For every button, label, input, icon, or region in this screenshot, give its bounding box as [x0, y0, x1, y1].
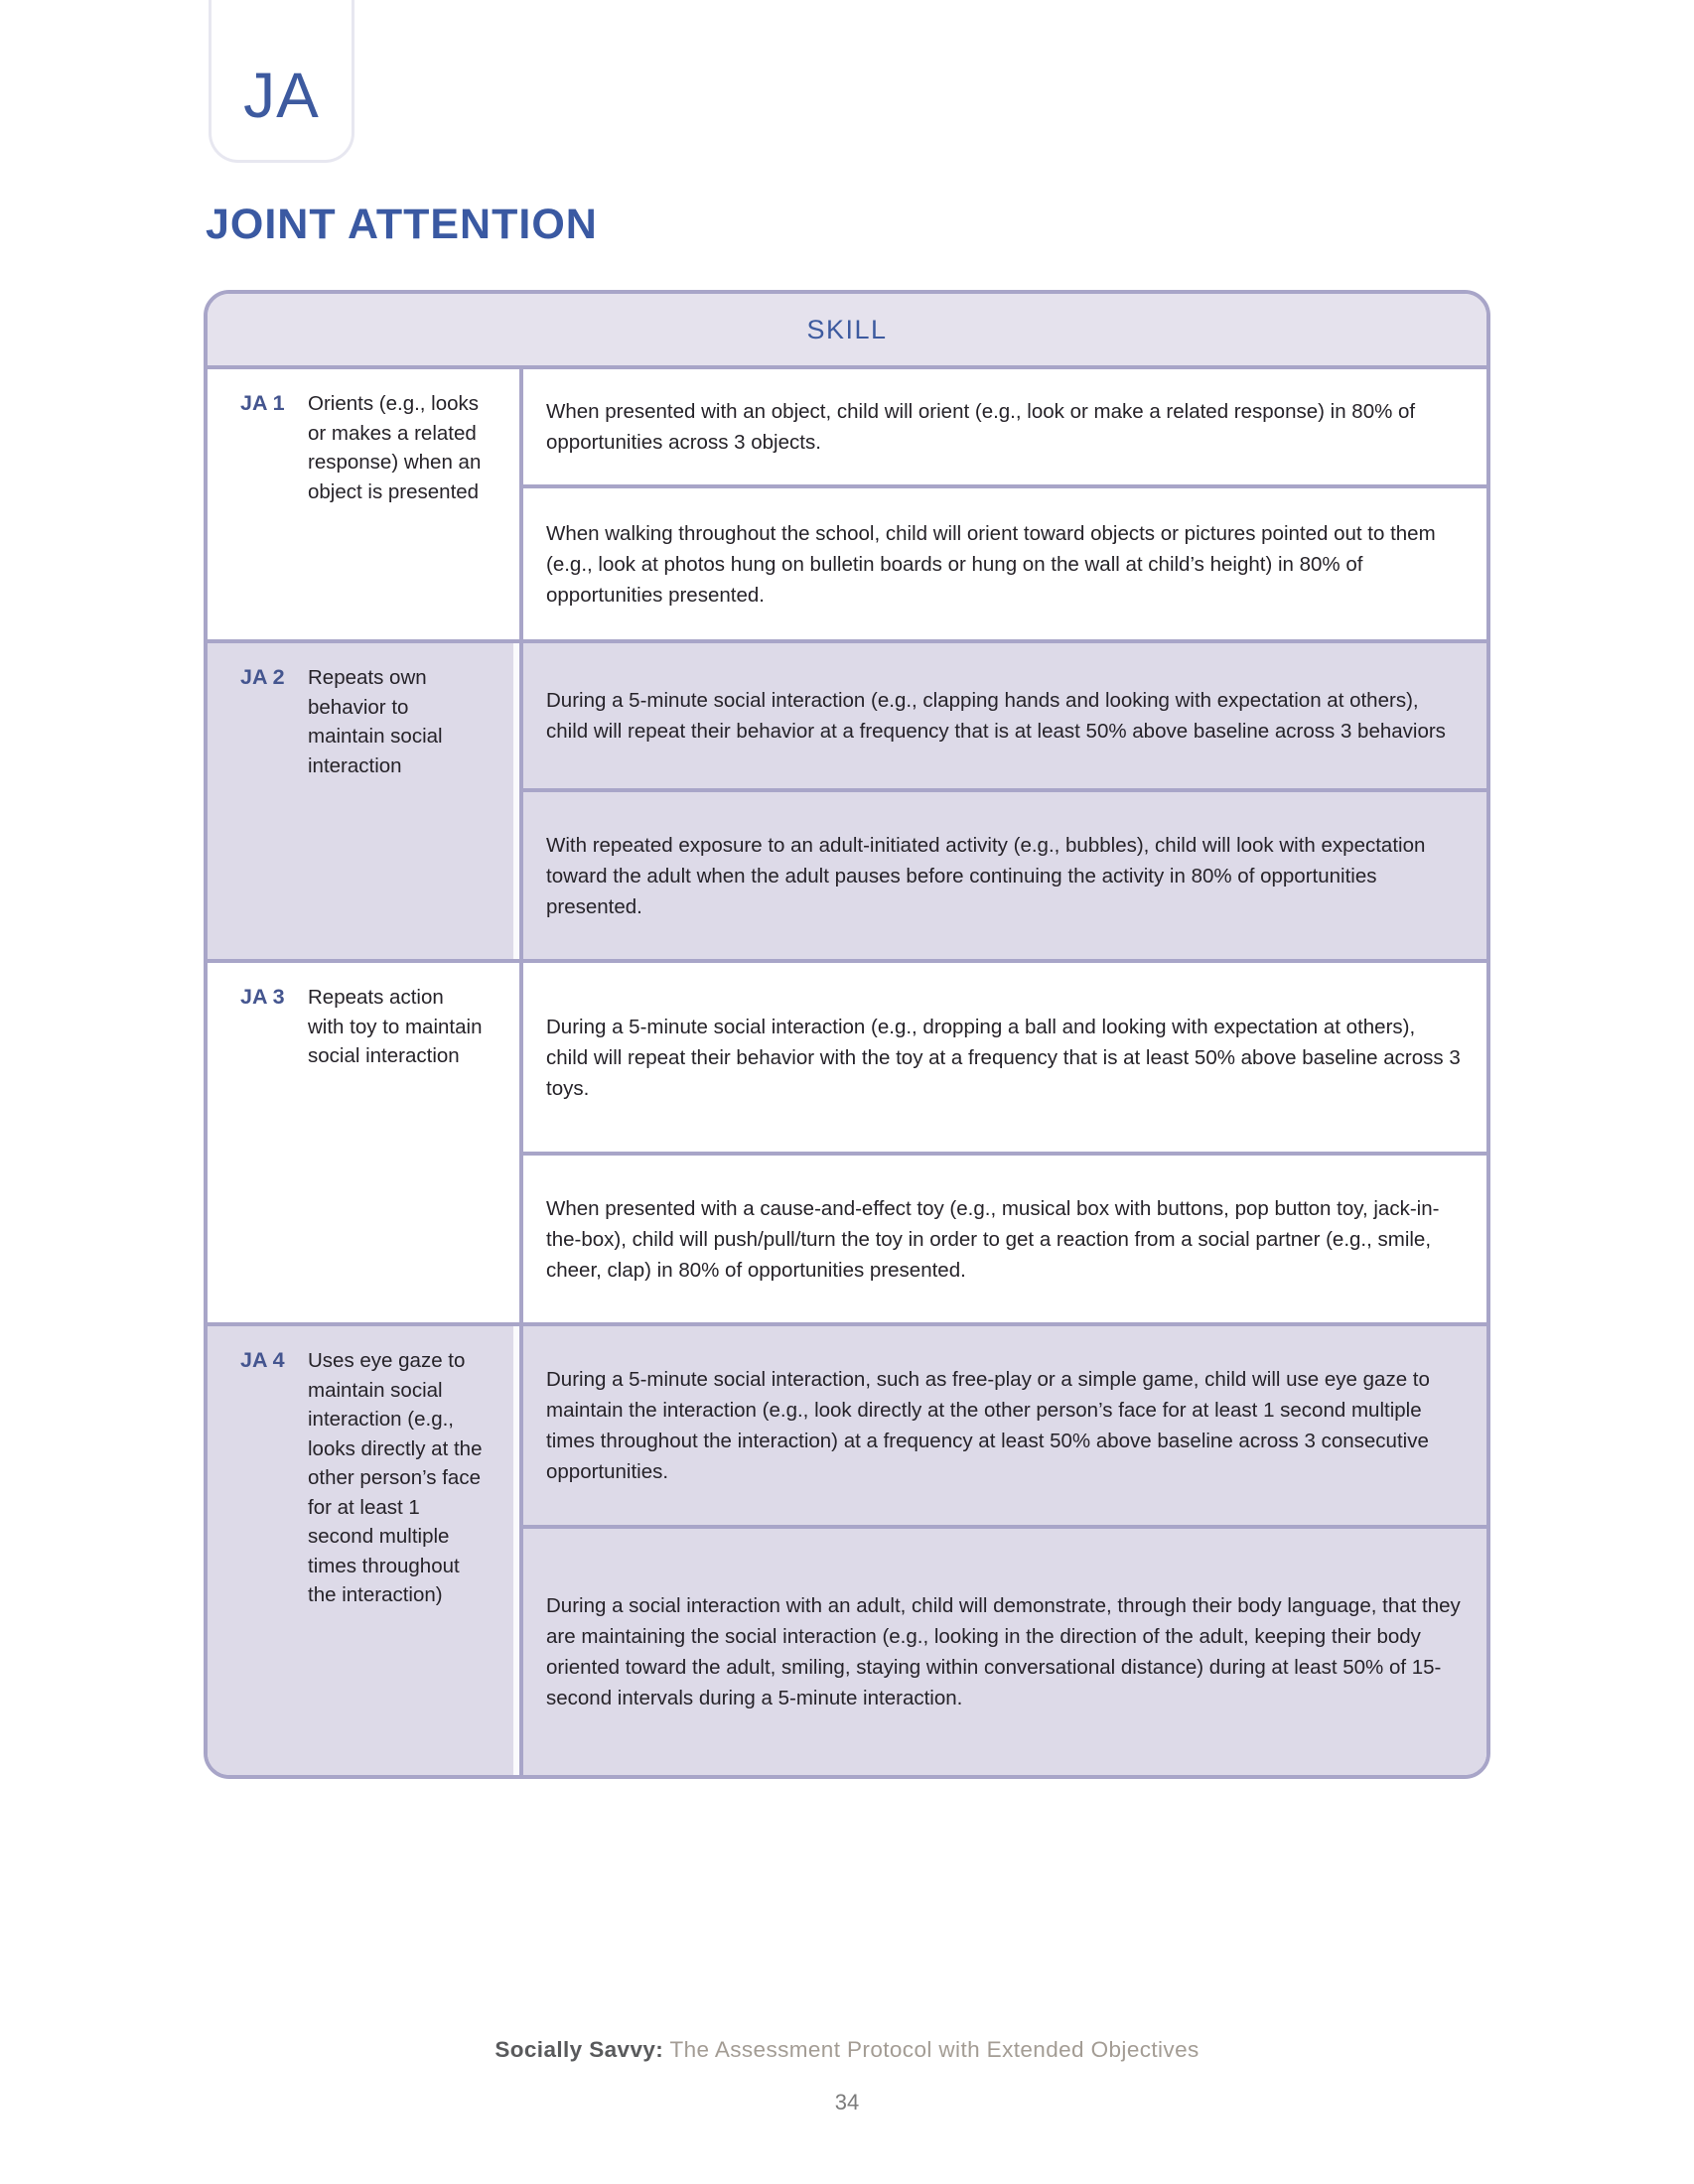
table-row-ja4: [208, 1322, 1486, 1775]
objective-row: [523, 1152, 1486, 1322]
table-header: [208, 294, 1486, 365]
objectives-cell-ja2: [519, 643, 1486, 959]
objective-text: During a 5-minute social interaction, such as free-play or a simple game, child will use eye gaze to maintain the interaction (e.g., look directly at the other person’s face for at least 1 second multiple times throughout the interaction) at a frequency at least 50% above baseline across 3 consecutive opportunities.: [546, 1368, 1430, 1483]
skill-code: JA 3: [240, 985, 285, 1009]
section-badge: [209, 0, 354, 163]
objective-text: With repeated exposure to an adult-initiated activity (e.g., bubbles), child will look with expectation toward the adult when the adult pauses before continuing the activity in 80% of opportunities presented.: [546, 833, 1426, 918]
objectives-cell-ja3: [519, 963, 1486, 1322]
footer-book-title: Socially Savvy:: [494, 2037, 664, 2062]
table-row-ja2: [208, 639, 1486, 959]
objective-row: [523, 643, 1486, 788]
footer: [0, 2037, 1694, 2063]
skill-cell-ja4: [208, 1326, 519, 1775]
objective-row: [523, 1525, 1486, 1775]
objectives-cell-ja1: [519, 369, 1486, 639]
skill-code: JA 2: [240, 665, 285, 689]
objective-row: [523, 369, 1486, 484]
table-row-ja3: [208, 959, 1486, 1322]
objective-row: [523, 484, 1486, 639]
table-header-label: SKILL: [806, 314, 888, 344]
objectives-cell-ja4: [519, 1326, 1486, 1775]
skill-table: [204, 290, 1490, 1779]
skill-code: JA 1: [240, 391, 285, 415]
objective-text: When walking throughout the school, child will orient toward objects or pictures pointed out to them (e.g., look at photos hung on bulletin boards or hung on the wall at child’s height) in 80% of opportunities presented.: [546, 521, 1436, 607]
objective-text: During a 5-minute social interaction (e.g., clapping hands and looking with expectation at others), child will repeat their behavior at a frequency that is at least 50% above baseline across 3 behaviors: [546, 689, 1446, 743]
objective-row: [523, 788, 1486, 959]
skill-description: Uses eye gaze to maintain social interaction (e.g., looks directly at the other person’s face for at least 1 second multiple times throughout the interaction): [308, 1349, 483, 1606]
objective-row: [523, 963, 1486, 1152]
page-number: 34: [834, 2090, 860, 2115]
objective-text: During a 5-minute social interaction (e.g., dropping a ball and looking with expectation at others), child will repeat their behavior with the toy at a frequency that is at least 50% above baseline across 3 toys.: [546, 1015, 1461, 1100]
objective-text: During a social interaction with an adult, child will demonstrate, through their body language, that they are maintaining the social interaction (e.g., looking in the direction of the adult, keeping their body oriented toward the adult, smiling, staying within conversational distance) during at least 50% of 15-second intervals during a 5-minute interaction.: [546, 1594, 1461, 1709]
table-row-ja1: [208, 365, 1486, 639]
skill-description: Repeats own behavior to maintain social interaction: [308, 666, 443, 777]
section-badge-label: JA: [243, 59, 320, 131]
objective-text: When presented with an object, child will orient (e.g., look or make a related response) in 80% of opportunities across 3 objects.: [546, 400, 1416, 454]
footer-book-subtitle: The Assessment Protocol with Extended Objectives: [663, 2037, 1200, 2062]
skill-cell-ja1: [208, 369, 519, 639]
skill-description: Repeats action with toy to maintain social interaction: [308, 986, 483, 1067]
skill-cell-ja3: [208, 963, 519, 1322]
skill-code: JA 4: [240, 1348, 285, 1372]
skill-cell-ja2: [208, 643, 519, 959]
skill-description: Orients (e.g., looks or makes a related response) when an object is presented: [308, 392, 482, 503]
objective-text: When presented with a cause-and-effect toy (e.g., musical box with buttons, pop button toy, jack-in-the-box), child will push/pull/turn the toy in order to get a reaction from a social partner (e.g., smile, cheer, clap) in 80% of opportunities presented.: [546, 1196, 1440, 1282]
page-title: JOINT ATTENTION: [206, 201, 598, 248]
objective-row: [523, 1326, 1486, 1525]
